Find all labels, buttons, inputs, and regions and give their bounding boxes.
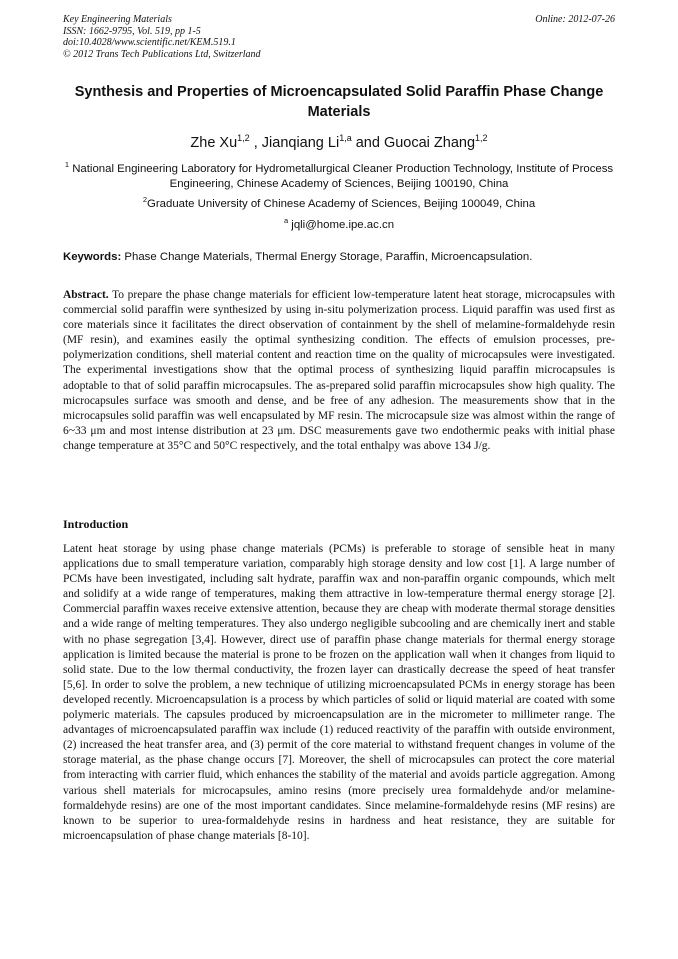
- author-affiliation-mark: 1,a: [339, 133, 352, 143]
- doi-line: doi:10.4028/www.scientific.net/KEM.519.1: [63, 37, 236, 48]
- journal-name: Key Engineering Materials: [63, 14, 172, 25]
- author-name: Guocai Zhang: [383, 134, 476, 151]
- author-separator: and: [351, 134, 384, 151]
- online-date: Online: 2012-07-26: [535, 14, 615, 25]
- affiliation-mark: 1: [64, 160, 70, 169]
- introduction-body: Latent heat storage by using phase change materials (PCMs) is preferable to storage of sensible heat in many applications due to small temperature variation, comparably high storage density and low cost [1]. A large number of PCMs have been investigated, including salt hydrate, paraffin wax and non-paraffin organic compounds, which melt and solidify at a wide range of temperatures, making them attractive in low-temperature thermal energy storage [2]. Commercial paraffin waxes receive extensive attention, because they are cheap with moderate thermal storage densities and a wide range of melting temperatures. They also undergo negligible subcooling and are chemically inert and stable with no phase segregation [3,4]. However, direct use of paraffin phase change materials for thermal energy storage application is limited because the material is prone to be frozen on the application wall when it changes from liquid to solid state. Due to the low thermal conductivity, the frozen layer can drastically decrease the speed of heat transfer [5,6]. In order to solve the problem, a new technique of utilizing microencapsulated PCMs in energy storage has been developed recently. Microencapsulation is a process by which particles of solid or liquid material are coated with some polymeric materials. The capsules produced by microencapsulation are in the micrometer to millimeter range. The advantages of microencapsulated paraffin wax include (1) reduced reactivity of the paraffin with outside environment, (2) increased the heat transfer area, and (3) permit of the core material to withstand frequent changes in volume of the storage material, as the phase change occurs [7]. Moreover, the shell of microcapsules can protect the core material from interacting with carrier fluid, which enhances the stability of the material and avoids particle aggregation. Among various shell materials for microcapsules, amino resins (more precisely urea formaldehyde and/or melamine-formaldehyde resins) are one of the most important candidates. Since melamine-formaldehyde resins (MF resins) are known to be superior to urea-formaldehyde resins in hardness and heat resistance, they are suitable for microencapsulation of phase change materials [8-10].: [63, 543, 615, 842]
- introduction-heading: Introduction: [63, 517, 129, 531]
- corresponding-email: [63, 213, 615, 233]
- affiliation-mark: 2: [142, 195, 148, 204]
- affiliation-text: Graduate University of Chinese Academy of Sciences, Beijing 100049, China: [147, 197, 536, 210]
- email-text: jqli@home.ipe.ac.cn: [288, 218, 395, 231]
- abstract: [63, 288, 615, 454]
- affiliation-1: [63, 157, 615, 193]
- journal-header: [63, 14, 615, 60]
- issn-line: ISSN: 1662-9795, Vol. 519, pp 1-5: [63, 25, 201, 37]
- author-separator: ,: [249, 134, 262, 151]
- keywords: [63, 250, 615, 265]
- abstract-label: Abstract.: [63, 289, 109, 301]
- author-affiliation-mark: 1,2: [237, 133, 250, 143]
- author-affiliation-mark: 1,2: [475, 133, 488, 143]
- keywords-text: Phase Change Materials, Thermal Energy Storage, Paraffin, Microencapsulation.: [121, 251, 533, 263]
- keywords-label: Keywords:: [63, 251, 122, 263]
- abstract-text: To prepare the phase change materials for efficient low-temperature latent heat storage, microcapsules with commercial solid paraffin were synthesized by using in-situ polymerization process. Liquid paraffin was used first as core materials since it facilitates the direct observation of containment by the shell of melamine-formaldehyde resin (MF resin), and examines easily the optimal synthesizing condition. The effects of emulsion processes, pre-polymerization conditions, shell material content and reaction time on the quality of microcapsules were investigated. The experimental investigations show that the optimal process of synthesizing liquid paraffin microcapsules is adoptable to that of solid paraffin microcapsules. The as-prepared solid paraffin microcapsules show high quality. The microcapsules surface was smooth and dense, and be free of any adhesion. The measurements show that in the microcapsules solid paraffin was well encapsulated by MF resin. The microcapsule size was almost within the range of 6~33 μm and most intense distribution at 23 μm. DSC measurements gave two endothermic peaks with initial phase change temperature at 35°C and 50°C respectively, and the total enthalpy was above 134 J/g.: [63, 289, 615, 452]
- author-name: Jianqiang Li: [261, 134, 340, 151]
- paper-title: Synthesis and Properties of Microencapsulated Solid Paraffin Phase Change Materials: [74, 84, 604, 120]
- affiliation-mark: a: [283, 216, 289, 225]
- affiliation-text: National Engineering Laboratory for Hydrometallurgical Cleaner Production Technology, Institute of Process Engineering, Chinese Academy of Sciences, Beijing 100190, China: [69, 162, 614, 191]
- copyright-line: © 2012 Trans Tech Publications Ltd, Switzerland: [63, 48, 261, 60]
- author-list: [63, 128, 615, 153]
- affiliation-2: [63, 192, 615, 212]
- author-name: Zhe Xu: [190, 134, 238, 151]
